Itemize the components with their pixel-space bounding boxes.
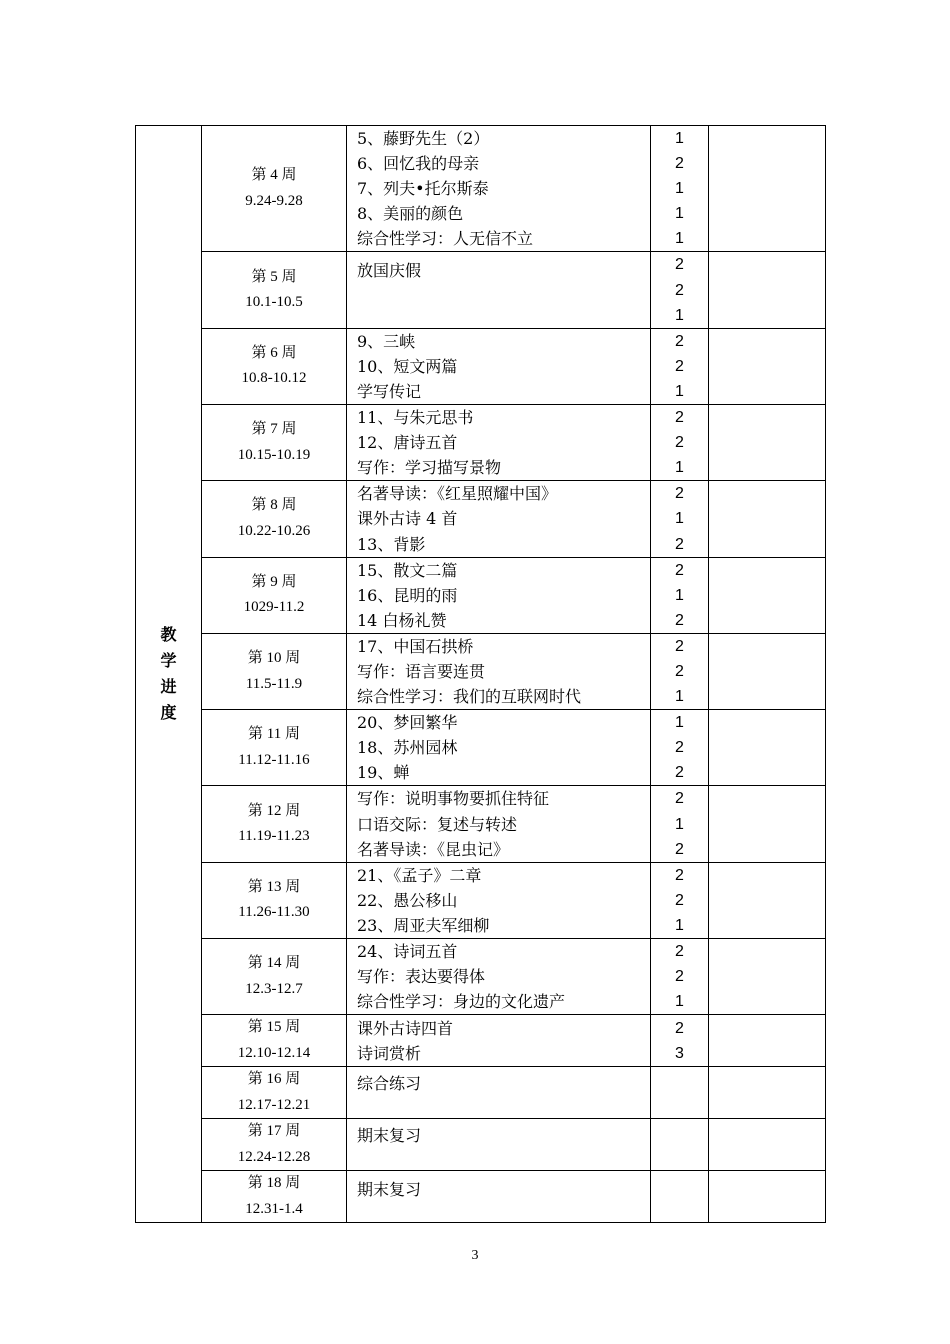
week-number: 第 16 周	[247, 1071, 301, 1088]
hours-value: 2	[675, 637, 684, 655]
notes-cell	[709, 786, 826, 862]
week-cell	[202, 633, 347, 709]
table-row	[136, 126, 826, 252]
week-cell	[202, 1067, 347, 1119]
notes-cell	[709, 126, 826, 252]
hours-value: 2	[675, 943, 684, 960]
content-item: 写作：表达要得体	[357, 967, 486, 987]
schedule-table	[135, 125, 826, 1223]
table-row	[136, 710, 826, 786]
week-cell	[202, 126, 347, 252]
content-cell	[347, 328, 651, 404]
week-dates: 9.24-9.28	[245, 192, 303, 209]
section-label-char: 学	[160, 651, 177, 671]
week-dates: 10.1-10.5	[245, 294, 303, 311]
hours-value: 2	[675, 357, 684, 375]
hours-cell	[651, 405, 709, 481]
week-number: 第 7 周	[251, 421, 297, 438]
section-label-char: 教	[160, 625, 177, 645]
table-row	[136, 481, 826, 557]
week-cell	[202, 1015, 347, 1067]
content-item: 16、昆明的雨	[357, 585, 458, 605]
week-number: 第 14 周	[247, 955, 301, 972]
week-dates: 12.3-12.7	[245, 980, 303, 997]
hours-value: 2	[675, 891, 684, 909]
notes-cell	[709, 252, 826, 328]
table-row	[136, 633, 826, 709]
hours-value: 2	[675, 968, 684, 986]
content-item: 综合性学习：我们的互联网时代	[357, 687, 582, 707]
hours-value: 1	[675, 993, 684, 1011]
week-cell	[202, 862, 347, 938]
content-item: 8、美丽的颜色	[357, 204, 464, 224]
notes-cell	[709, 405, 826, 481]
page-number: 3	[471, 1248, 479, 1263]
week-dates: 11.5-11.9	[245, 675, 303, 692]
content-item: 综合性学习：人无信不立	[357, 229, 534, 249]
week-dates: 12.10-12.14	[237, 1044, 311, 1061]
hours-value: 2	[675, 155, 684, 173]
section-label-char: 进	[160, 677, 177, 697]
hours-value: 3	[675, 1044, 684, 1062]
hours-cell	[651, 633, 709, 709]
content-cell	[347, 710, 651, 786]
hours-value: 2	[675, 535, 684, 553]
notes-cell	[709, 328, 826, 404]
hours-value: 2	[675, 256, 684, 274]
section-label-char: 度	[160, 703, 177, 723]
content-item: 名著导读：《红星照耀中国》	[357, 484, 558, 504]
content-item: 19、蝉	[357, 763, 410, 783]
notes-cell	[709, 1119, 826, 1171]
content-item: 写作：说明事物要抓住特征	[357, 789, 550, 809]
hours-cell	[651, 126, 709, 252]
week-cell	[202, 939, 347, 1015]
week-dates: 12.31-1.4	[245, 1200, 303, 1217]
hours-cell	[651, 862, 709, 938]
hours-value: 2	[675, 332, 684, 350]
hours-value: 1	[675, 306, 684, 324]
content-cell	[347, 633, 651, 709]
hours-value: 1	[675, 714, 684, 732]
week-number: 第 13 周	[247, 878, 301, 895]
week-dates: 12.17-12.21	[237, 1096, 311, 1113]
week-dates: 10.8-10.12	[241, 370, 307, 387]
hours-cell	[651, 1171, 709, 1223]
table-row	[136, 1119, 826, 1171]
week-dates: 10.15-10.19	[237, 446, 311, 463]
notes-cell	[709, 862, 826, 938]
content-item: 5、藤野先生（2）	[357, 129, 490, 148]
content-cell	[347, 252, 651, 328]
table-row	[136, 252, 826, 328]
week-number: 第 6 周	[251, 344, 297, 361]
content-item: 课外古诗四首	[357, 1018, 454, 1038]
hours-cell	[651, 786, 709, 862]
table-row	[136, 405, 826, 481]
section-label-cell	[136, 126, 202, 1223]
week-number: 第 9 周	[251, 573, 297, 590]
content-cell	[347, 939, 651, 1015]
table-row	[136, 328, 826, 404]
content-cell	[347, 1067, 651, 1119]
hours-cell	[651, 481, 709, 557]
hours-value: 1	[675, 382, 684, 400]
week-number: 第 5 周	[251, 268, 297, 285]
week-dates: 12.24-12.28	[237, 1148, 311, 1165]
content-item: 15、散文二篇	[357, 560, 458, 580]
hours-value: 2	[675, 764, 684, 782]
hours-value: 1	[675, 510, 684, 528]
week-dates: 1029-11.2	[243, 599, 305, 616]
notes-cell	[709, 939, 826, 1015]
content-item: 学写传记	[357, 381, 422, 401]
hours-value: 2	[675, 409, 684, 427]
content-item: 10、短文两篇	[357, 356, 458, 376]
notes-cell	[709, 633, 826, 709]
content-item: 诗词赏析	[357, 1043, 422, 1063]
hours-value: 2	[675, 434, 684, 452]
notes-cell	[709, 481, 826, 557]
week-dates: 10.22-10.26	[237, 522, 311, 539]
content-item: 放国庆假	[357, 261, 422, 281]
week-number: 第 11 周	[248, 726, 300, 743]
table-row	[136, 1171, 826, 1223]
hours-value: 2	[675, 561, 684, 579]
content-item: 13、背影	[357, 534, 426, 554]
content-item: 课外古诗 4 首	[357, 509, 458, 529]
content-item: 写作：语言要连贯	[357, 661, 486, 681]
notes-cell	[709, 1171, 826, 1223]
week-cell	[202, 557, 347, 633]
week-cell	[202, 481, 347, 557]
week-number: 第 17 周	[247, 1123, 301, 1140]
hours-value: 1	[675, 916, 684, 934]
hours-value: 2	[675, 611, 684, 629]
content-cell	[347, 1171, 651, 1223]
content-item: 6、回忆我的母亲	[357, 154, 480, 174]
hours-value: 1	[675, 230, 684, 248]
hours-value: 1	[675, 130, 684, 147]
table-row	[136, 939, 826, 1015]
week-number: 第 4 周	[251, 167, 297, 184]
content-item: 22、愚公移山	[357, 890, 458, 910]
content-cell	[347, 481, 651, 557]
content-item: 18、苏州园林	[357, 738, 458, 758]
content-item: 9、三峡	[357, 331, 416, 351]
content-cell	[347, 1015, 651, 1067]
content-item: 写作：学习描写景物	[357, 458, 502, 478]
content-item: 7、列夫•托尔斯泰	[357, 179, 489, 199]
table-row	[136, 1015, 826, 1067]
week-dates: 11.12-11.16	[238, 751, 310, 768]
hours-value: 2	[675, 866, 684, 884]
table-row	[136, 557, 826, 633]
hours-cell	[651, 1119, 709, 1171]
content-item: 23、周亚夫军细柳	[357, 915, 490, 935]
notes-cell	[709, 557, 826, 633]
week-cell	[202, 252, 347, 328]
hours-value: 1	[675, 688, 684, 706]
hours-cell	[651, 939, 709, 1015]
content-item: 24、诗词五首	[357, 942, 458, 961]
content-item: 11、与朱元思书	[357, 408, 474, 428]
hours-value: 2	[675, 281, 684, 299]
content-cell	[347, 557, 651, 633]
content-item: 12、唐诗五首	[357, 433, 458, 453]
hours-cell	[651, 1015, 709, 1067]
table-row	[136, 1067, 826, 1119]
week-cell	[202, 710, 347, 786]
content-cell	[347, 405, 651, 481]
hours-value: 2	[675, 790, 684, 808]
hours-value: 2	[675, 485, 684, 503]
week-number: 第 8 周	[251, 497, 297, 514]
week-dates: 11.19-11.23	[238, 828, 310, 845]
content-item: 综合练习	[357, 1074, 422, 1094]
week-cell	[202, 405, 347, 481]
hours-cell	[651, 710, 709, 786]
content-cell	[347, 786, 651, 862]
week-number: 第 12 周	[247, 802, 301, 819]
notes-cell	[709, 1067, 826, 1119]
hours-cell	[651, 1067, 709, 1119]
hours-cell	[651, 557, 709, 633]
hours-value: 2	[675, 840, 684, 858]
hours-value: 2	[675, 662, 684, 680]
hours-value: 1	[675, 586, 684, 604]
table-row	[136, 786, 826, 862]
content-cell	[347, 1119, 651, 1171]
week-number: 第 15 周	[247, 1019, 301, 1036]
hours-value: 2	[675, 739, 684, 757]
content-item: 期末复习	[357, 1180, 422, 1200]
week-cell	[202, 1119, 347, 1171]
content-cell	[347, 126, 651, 252]
content-item: 20、梦回繁华	[357, 713, 458, 733]
hours-value: 1	[675, 205, 684, 223]
schedule-body	[136, 126, 826, 1223]
hours-value: 2	[675, 1019, 684, 1037]
table-row	[136, 862, 826, 938]
hours-cell	[651, 252, 709, 328]
content-item: 期末复习	[357, 1126, 422, 1146]
hours-value: 1	[675, 815, 684, 833]
week-cell	[202, 328, 347, 404]
week-cell	[202, 786, 347, 862]
week-cell	[202, 1171, 347, 1223]
week-number: 第 18 周	[247, 1175, 301, 1192]
content-item: 14 白杨礼赞	[357, 610, 447, 630]
content-item: 名著导读：《昆虫记》	[357, 839, 510, 859]
hours-cell	[651, 328, 709, 404]
notes-cell	[709, 710, 826, 786]
content-item: 综合性学习：身边的文化遗产	[357, 992, 566, 1012]
week-dates: 11.26-11.30	[238, 904, 310, 921]
notes-cell	[709, 1015, 826, 1067]
hours-value: 1	[675, 459, 684, 477]
content-cell	[347, 862, 651, 938]
content-item: 口语交际：复述与转述	[357, 814, 518, 834]
hours-value: 1	[675, 180, 684, 198]
content-item: 21、《孟子》二章	[357, 865, 482, 885]
content-item: 17、中国石拱桥	[357, 636, 474, 656]
week-number: 第 10 周	[247, 650, 301, 667]
